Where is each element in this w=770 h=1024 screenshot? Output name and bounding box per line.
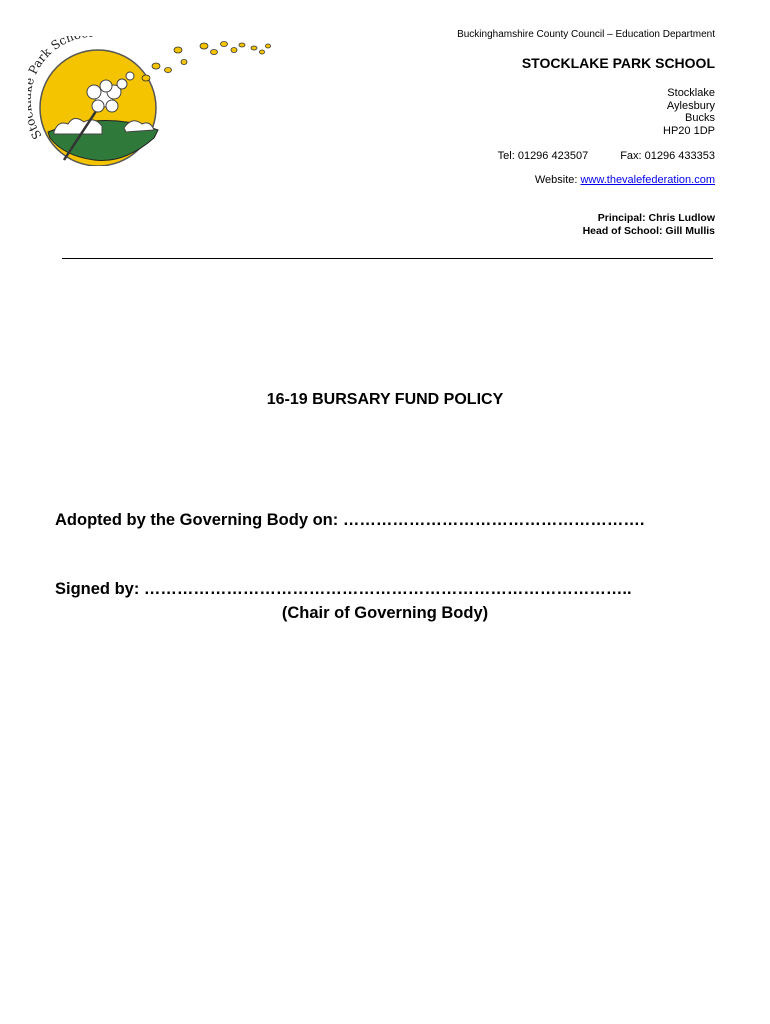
telephone: Tel: 01296 423507 bbox=[497, 150, 589, 162]
website-link[interactable]: www.thevalefederation.com bbox=[580, 174, 715, 186]
staff-block bbox=[583, 212, 715, 238]
school-name: STOCKLAKE PARK SCHOOL bbox=[521, 55, 715, 71]
council-name: Buckinghamshire County Council – Education Department bbox=[457, 29, 715, 40]
address-line: Bucks bbox=[685, 112, 715, 124]
head-of-school: Head of School: Gill Mullis bbox=[582, 225, 715, 237]
school-logo bbox=[28, 36, 278, 166]
principal: Principal: Chris Ludlow bbox=[597, 212, 715, 224]
document-title: 16-19 BURSARY FUND POLICY bbox=[266, 391, 504, 408]
school-address bbox=[663, 87, 715, 137]
adopted-line: Adopted by the Governing Body on: ………………………………………………. bbox=[55, 511, 645, 529]
chair-caption: (Chair of Governing Body) bbox=[281, 604, 489, 622]
address-line: HP20 1DP bbox=[663, 124, 715, 137]
contact-numbers bbox=[498, 150, 715, 162]
website bbox=[535, 174, 715, 186]
address-line: Stocklake bbox=[667, 87, 715, 99]
signed-line: Signed by: …………………………………………………………………………….. bbox=[55, 580, 632, 598]
header-divider bbox=[62, 258, 713, 259]
logo-text: S ark Sch bbox=[28, 36, 76, 142]
website-label: Website: bbox=[534, 174, 581, 186]
address-line: Aylesbury bbox=[666, 99, 715, 112]
fax: Fax: 01296 433353 bbox=[620, 150, 715, 162]
